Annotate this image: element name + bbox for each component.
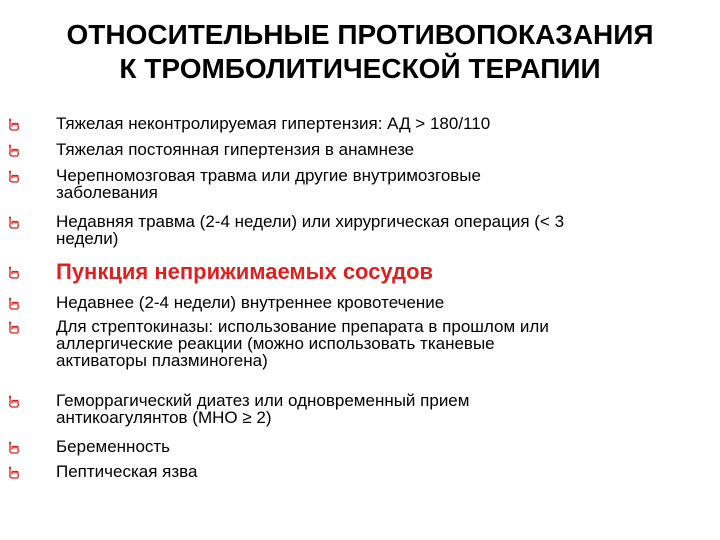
title-line-2: К ТРОМБОЛИТИЧЕСКОЙ ТЕРАПИИ — [119, 53, 601, 84]
list-item: Беременность — [56, 437, 171, 456]
hand-pointer-icon — [7, 297, 21, 311]
hand-pointer-icon — [7, 321, 21, 335]
hand-pointer-icon — [7, 466, 21, 480]
hand-pointer-icon — [7, 170, 21, 184]
list-item: Черепномозговая травма или другие внутримозговые заболевания — [56, 166, 481, 202]
list-item: Для стрептокиназы: использование препарата в прошлом или аллергические реакции (можно использовать тканевые активаторы плазминогена) — [56, 317, 549, 370]
title-line-1: ОТНОСИТЕЛЬНЫЕ ПРОТИВОПОКАЗАНИЯ — [66, 19, 654, 50]
hand-pointer-icon — [7, 266, 21, 280]
list-item: Недавняя травма (2-4 недели) или хирургическая операция (< 3 недели) — [56, 212, 565, 248]
hand-pointer-icon — [7, 216, 21, 230]
hand-pointer-icon — [7, 118, 21, 132]
hand-pointer-icon — [7, 395, 21, 409]
slide-title — [10, 18, 710, 86]
hand-pointer-icon — [7, 441, 21, 455]
list-item: Недавнее (2-4 недели) внутреннее кровотечение — [56, 293, 445, 312]
list-item: Тяжелая постоянная гипертензия в анамнезе — [56, 140, 415, 159]
hand-pointer-icon — [7, 144, 21, 158]
list-item: Тяжелая неконтролируемая гипертензия: АД > 180/110 — [56, 114, 491, 133]
list-item: Пептическая язва — [56, 462, 198, 481]
list-item-highlight: Пункция неприжимаемых сосудов — [56, 259, 434, 284]
list-item: Геморрагический диатез или одновременный прием антикоагулянтов (МНО ≥ 2) — [56, 391, 470, 427]
